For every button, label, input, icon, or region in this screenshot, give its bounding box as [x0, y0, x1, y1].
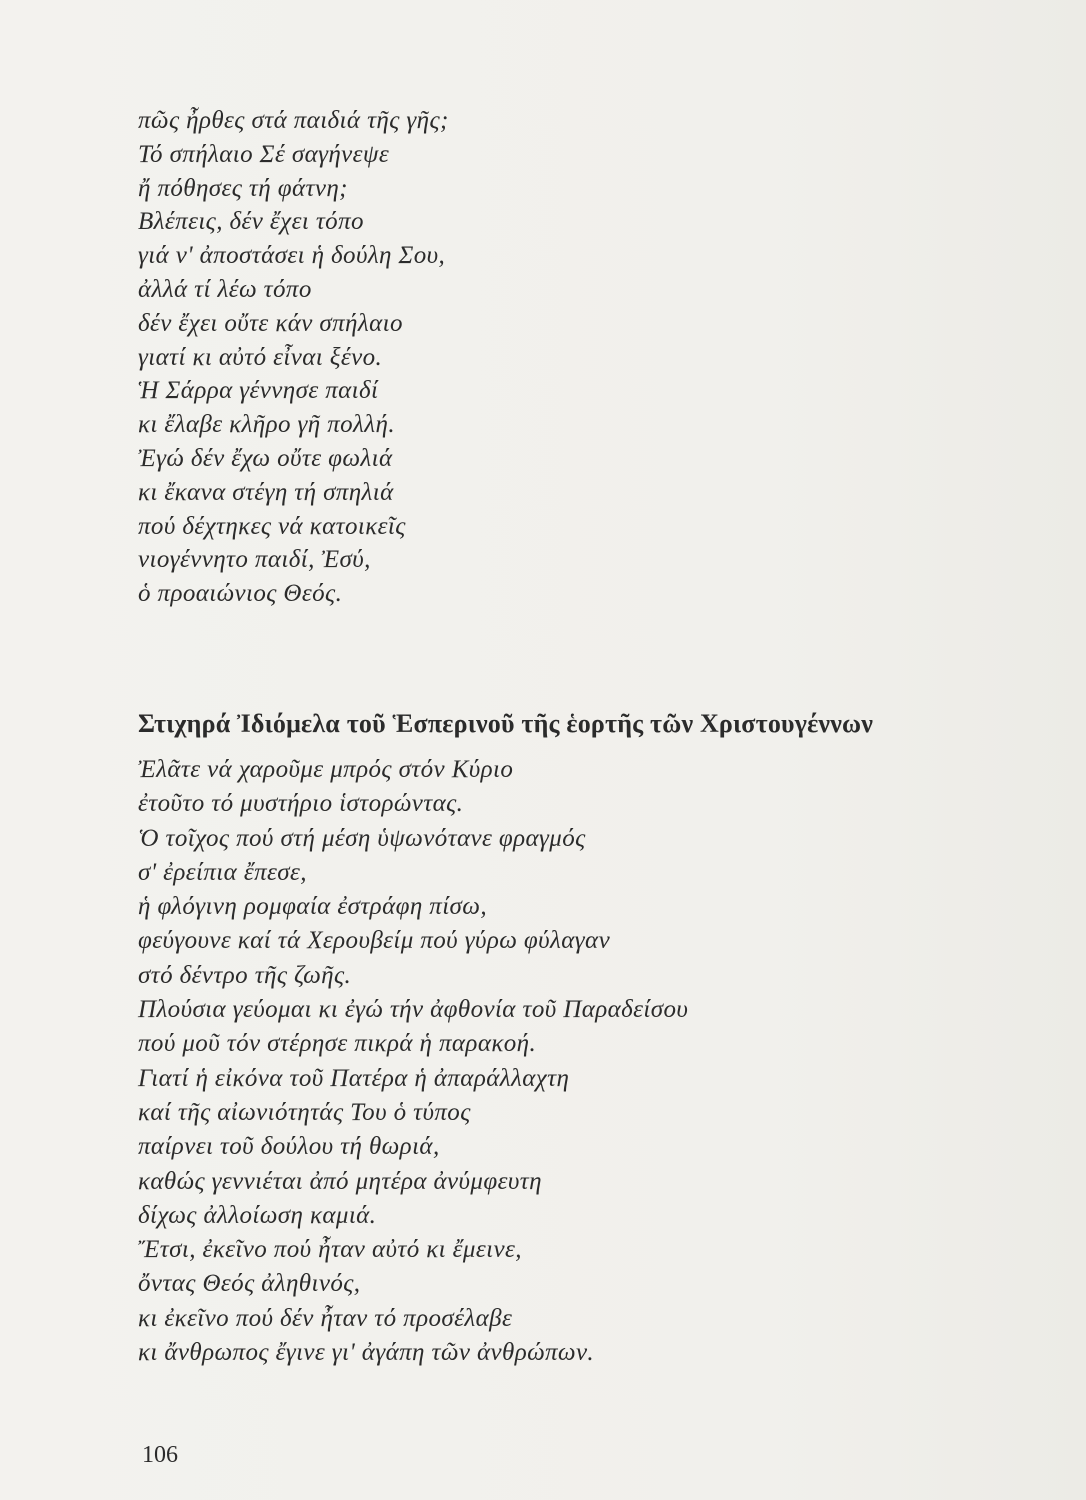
section-heading: Στιχηρά Ἰδιόμελα τοῦ Ἑσπερινοῦ τῆς ἑορτῆς τῶν Χριστουγέννων [138, 709, 874, 738]
hymn-line: πού μοῦ τόν στέρησε πικρά ἡ παρακοή. [138, 1030, 537, 1058]
hymn-line: δίχως ἀλλοίωση καμιά. [138, 1201, 377, 1229]
hymn-line: παίρνει τοῦ δούλου τή θωριά, [138, 1133, 440, 1161]
poem-line: πῶς ἦρθες στά παιδιά τῆς γῆς; [138, 107, 449, 134]
hymn-line: σ' ἐρείπια ἔπεσε, [138, 858, 307, 886]
poem-text [138, 104, 958, 611]
poem-line: γιά ν' ἀποστάσει ἡ δούλη Σου, [138, 242, 446, 270]
hymn-line: Ἐλᾶτε νά χαροῦμε μπρός στόν Κύριο [138, 756, 514, 783]
poem-line: ὁ προαιώνιος Θεός. [138, 580, 343, 608]
hymn-line: στό δέντρο τῆς ζωῆς. [138, 961, 352, 989]
hymn-line: κι ἐκεῖνο πού δέν ἦταν τό προσέλαβε [138, 1304, 513, 1332]
hymn-line: Πλούσια γεύομαι κι ἐγώ τήν ἀφθονία τοῦ Παραδείσου [138, 996, 689, 1024]
poem-line: ἤ πόθησες τή φάτνη; [138, 174, 348, 202]
hymn-line: ἡ φλόγινη ρομφαία ἐστράφη πίσω, [138, 893, 487, 921]
poem-line: γιατί κι αὐτό εἶναι ξένο. [138, 343, 383, 371]
poem-line: κι ἔκανα στέγη τή σπηλιά [138, 478, 394, 506]
poem-line: Ἡ Σάρρα γέννησε παιδί [138, 377, 379, 405]
poem-line: Βλέπεις, δέν ἔχει τόπο [138, 208, 364, 236]
poem-line: ἀλλά τί λέω τόπο [138, 275, 312, 303]
hymn-line: φεύγουνε καί τά Χερουβείμ πού γύρω φύλαγαν [138, 927, 611, 955]
poem-line: Τό σπήλαιο Σέ σαγήνεψε [138, 140, 390, 168]
poem-line: κι ἔλαβε κλῆρο γῆ πολλή. [138, 411, 395, 439]
hymn-line: κι ἄνθρωπος ἔγινε γι' ἀγάπη τῶν ἀνθρώπων. [138, 1339, 595, 1367]
hymn-line: Γιατί ἡ εἰκόνα τοῦ Πατέρα ἡ ἀπαράλλαχτη [138, 1064, 570, 1092]
hymn-line: ἐτοῦτο τό μυστήριο ἱστορώντας. [138, 790, 464, 818]
hymn-line: καί τῆς αἰωνιότητάς Του ὁ τύπος [138, 1098, 471, 1126]
hymn-line: καθώς γεννιέται ἀπό μητέρα ἀνύμφευτη [138, 1167, 542, 1195]
hymn-line: Ἔτσι, ἐκεῖνο πού ἦταν αὐτό κι ἔμεινε, [138, 1236, 522, 1264]
poem-line: πού δέχτηκες νά κατοικεῖς [138, 512, 406, 540]
poem-line: Ἐγώ δέν ἔχω οὔτε φωλιά [138, 444, 393, 472]
hymn-line: ὄντας Θεός ἀληθινός, [138, 1270, 361, 1298]
poem-line: δέν ἔχει οὔτε κάν σπήλαιο [138, 309, 403, 337]
hymn-line: Ὁ τοῖχος πού στή μέση ὑψωνότανε φραγμός [138, 824, 586, 852]
poem-line: νιογέννητο παιδί, Ἐσύ, [138, 546, 371, 574]
hymn-text [138, 753, 988, 1370]
page-number: 106 [142, 1442, 178, 1468]
